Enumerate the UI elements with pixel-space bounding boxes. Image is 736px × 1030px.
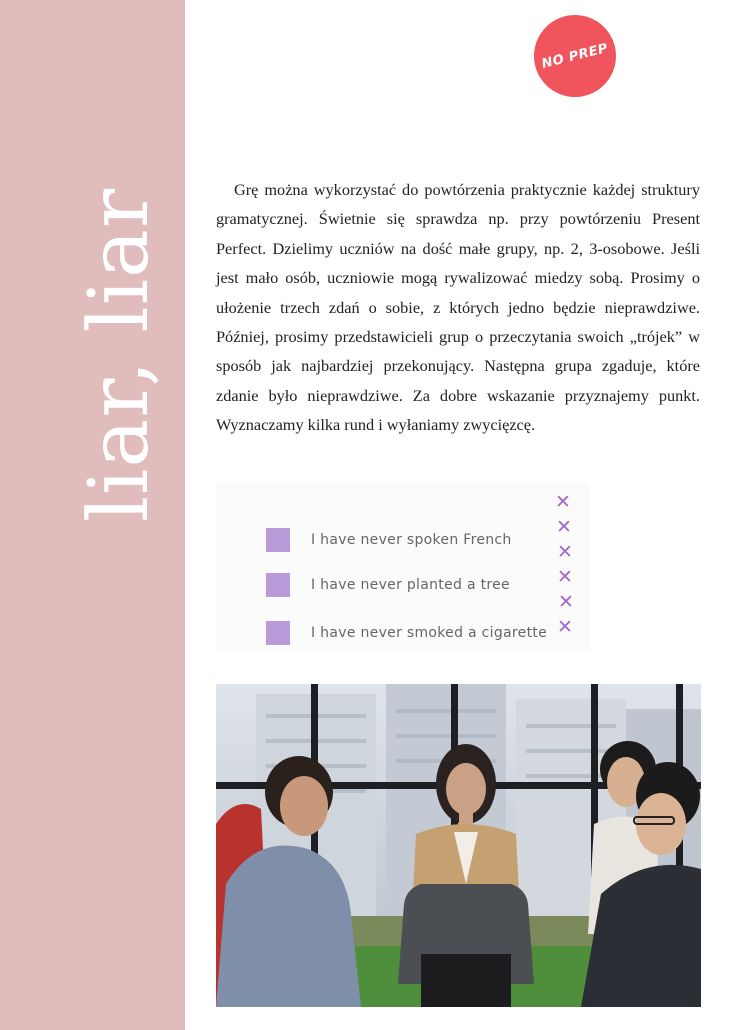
example-item	[266, 573, 510, 597]
checkbox-icon	[266, 573, 290, 597]
example-card	[215, 482, 590, 652]
group-discussion-photo	[216, 684, 701, 1007]
checkbox-icon	[266, 621, 290, 645]
example-item-label: I have never smoked a cigarette	[311, 625, 548, 641]
example-item	[266, 621, 547, 645]
cross-mark-icon: ✕	[555, 491, 571, 513]
cross-mark-icon: ✕	[557, 616, 573, 638]
checkbox-icon	[266, 528, 290, 552]
badge-label: NO PREP	[540, 40, 610, 72]
cross-mark-icon: ✕	[557, 566, 573, 588]
example-item	[266, 528, 512, 552]
sidebar	[0, 0, 185, 1030]
cross-mark-icon: ✕	[558, 591, 574, 613]
article-paragraph: Grę można wykorzystać do powtórzenia praktycznie każdej struktury gramatycznej. Świetnie się sprawdza np. przy powtórzeniu Present Perfect. Dzielimy uczniów na dość małe grupy, np. 2, 3-osobowe. Jeśli jest mało osób, uczniowie mogą rywalizować miedzy sobą. Prosimy o ułożenie trzech zdań o sobie, z których jedno będzie nieprawdziwe. Później, prosimy przedstawicieli grup o przeczytania swoich „trójek” w sposób jak najbardziej przekonujący. Następna grupa zgaduje, które zdanie było nieprawdziwe. Za dobre wskazanie przyznajemy punkt. Wyznaczamy kilka rund i wyłaniamy zwycięzcę.	[216, 180, 700, 435]
cross-mark-icon: ✕	[556, 516, 572, 538]
example-item-label: I have never planted a tree	[311, 577, 510, 593]
example-item-label: I have never spoken French	[311, 532, 512, 548]
page-title: liar, liar	[72, 187, 167, 523]
no-prep-badge	[534, 15, 616, 97]
cross-mark-icon: ✕	[557, 541, 573, 563]
